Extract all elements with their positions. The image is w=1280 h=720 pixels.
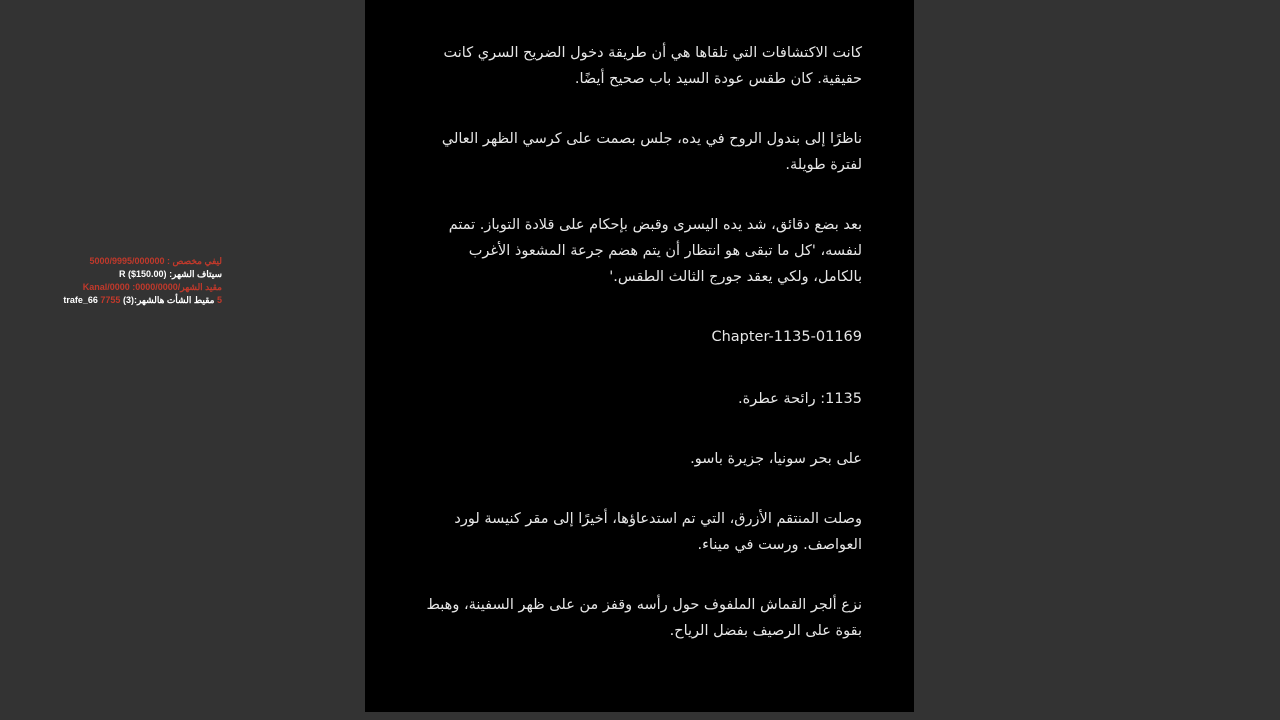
chapter-heading: Chapter-1135-01169 [711,329,862,345]
overlay-line-1: ليفي مخصص : 5000/9995/000000 [89,256,222,266]
overlay-line-3: مقيد الشهر/0000/0000: Kanal/0000 [82,282,222,292]
reader-paragraph: نزع ألجر القماش الملفوف حول رأسه وقفز من على ظهر السفينة، وهبط بقوة على الرصيف بفضل الرياح. [426,597,862,639]
overlay-line-4-seg-3: trafe_66 [63,295,98,305]
reader-paragraph: كانت الاكتشافات التي تلقاها هي أن طريقة دخول الضريح السري كانت حقيقية. كان طقس عودة السيد باب صحيح أيضًا. [443,45,862,87]
overlay-line-4-seg-1: 5 [216,295,222,305]
overlay-line-4-seg-4: 7755 [100,295,121,305]
reader-paragraph: وصلت المنتقم الأزرق، التي تم استدعاؤها، أخيرًا إلى مقر كنيسة لورد العواصف. ورست في ميناء. [454,511,862,553]
stats-overlay [36,255,222,307]
overlay-line-2: سيتاف الشهر: R ($150.00) [119,269,222,279]
chapter-subtitle: 1135: رائحة عطرة. [738,391,862,407]
reader-paragraph: بعد بضع دقائق، شد يده اليسرى وقبض بإحكام على قلادة التوباز. تمتم لنفسه، 'كل ما تبقى هو انتظار أن يتم هضم جرعة المشعوذ الأغرب بالكامل، ولكي يعقد جورج الثالث الطقس.' [448,217,862,285]
overlay-line-4-seg-2: مقيط الشأت هالشهر:(3) [122,295,215,305]
reader-paragraph: على بحر سونيا، جزيرة باسو. [690,451,862,467]
reader-paragraph: ناظرًا إلى بندول الروح في يده، جلس بصمت على كرسي الظهر العالي لفترة طويلة. [441,131,862,173]
overlay-line-4 [36,294,222,307]
reader-panel[interactable] [365,0,914,712]
